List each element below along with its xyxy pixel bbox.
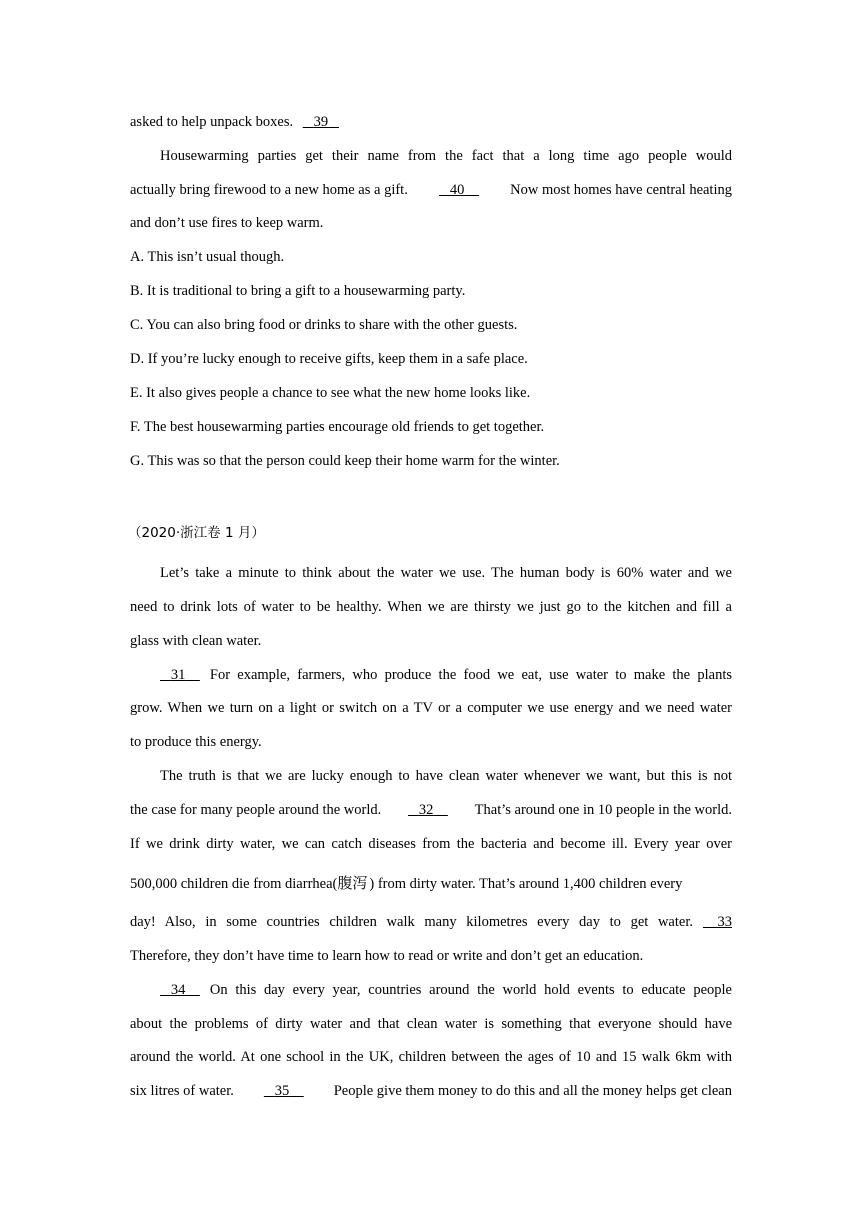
- text-line: glass with clean water.: [130, 633, 262, 649]
- text-line: 500,000 children die from diarrhea(腹泻 ) from dirty water. That’s around 1,400 children every: [130, 874, 683, 892]
- text-line: about the problems of dirty water and that clean water is something that everyone should have: [130, 1016, 732, 1032]
- option-a: A. This isn’t usual though.: [130, 249, 285, 265]
- option-d: D. If you’re lucky enough to receive gifts, keep them in a safe place.: [130, 351, 528, 367]
- text-line: If we drink dirty water, we can catch diseases from the bacteria and become ill. Every year over: [130, 836, 732, 852]
- text-line: Therefore, they don’t have time to learn how to read or write and don’t get an education.: [130, 948, 644, 964]
- blank-32: 32: [418, 802, 434, 818]
- text-line: asked to help unpack boxes. 39: [130, 113, 732, 131]
- option-f: F. The best housewarming parties encourage old friends to get together.: [130, 419, 545, 435]
- text-line: 34 On this day every year, countries around the world hold events to educate people: [160, 981, 732, 999]
- text-line: and don’t use fires to keep warm.: [130, 215, 324, 231]
- text-line: the case for many people around the world. 32 That’s around one in 10 people in the world.: [130, 802, 732, 818]
- blank-31: 31: [170, 667, 186, 683]
- text-line: day! Also, in some countries children walk many kilometres every day to get water. 33: [130, 914, 732, 930]
- option-g: G. This was so that the person could keep their home warm for the winter.: [130, 453, 560, 469]
- text-line: 31 For example, farmers, who produce the food we eat, use water to make the plants: [160, 666, 732, 684]
- text-line: grow. When we turn on a light or switch on a TV or a computer we use energy and we need water: [130, 700, 732, 716]
- source-label: （2020·浙江卷 1 月）: [128, 525, 265, 541]
- blank-34: 34: [170, 982, 186, 998]
- text-line: around the world. At one school in the UK, children between the ages of 10 and 15 walk 6km with: [130, 1049, 732, 1065]
- text-line: Housewarming parties get their name from the fact that a long time ago people would: [160, 148, 732, 164]
- text-line: The truth is that we are lucky enough to have clean water whenever we want, but this is not: [160, 768, 732, 784]
- option-b: B. It is traditional to bring a gift to a housewarming party.: [130, 283, 466, 299]
- option-c: C. You can also bring food or drinks to share with the other guests.: [130, 317, 518, 333]
- text-line: Let’s take a minute to think about the water we use. The human body is 60% water and we: [160, 565, 732, 581]
- text-line: to produce this energy.: [130, 734, 262, 750]
- blank-39: 39: [313, 114, 329, 130]
- blank-33: 33: [717, 914, 732, 930]
- blank-40: 40: [449, 182, 465, 198]
- text-line: six litres of water. 35 People give them money to do this and all the money helps get clean: [130, 1083, 732, 1099]
- blank-35: 35: [274, 1083, 290, 1099]
- text-line: need to drink lots of water to be healthy. When we are thirsty we just go to the kitchen and fill a: [130, 599, 732, 615]
- option-e: E. It also gives people a chance to see what the new home looks like.: [130, 385, 531, 401]
- text-line: actually bring firewood to a new home as a gift. 40 Now most homes have central heating: [130, 182, 732, 198]
